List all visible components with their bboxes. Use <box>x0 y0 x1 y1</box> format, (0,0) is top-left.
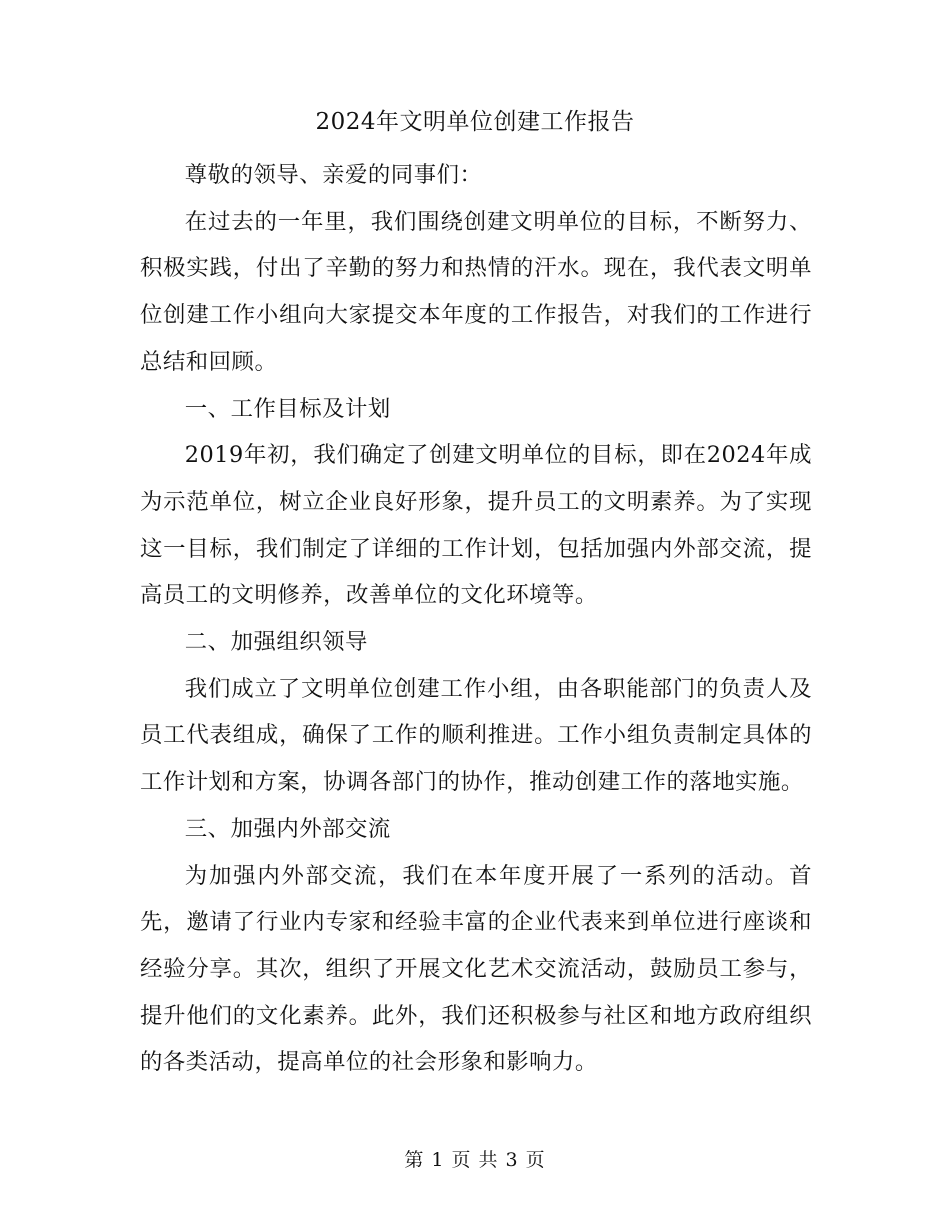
salutation: 尊敬的领导、亲爱的同事们： <box>184 162 483 188</box>
document-body <box>140 152 812 1086</box>
section-paragraph-3: 为加强内外部交流，我们在本年度开展了一系列的活动。首先，邀请了行业内专家和经验丰富的企业代表来到单位进行座谈和经验分享。其次，组织了开展文化艺术交流活动，鼓励员工参与，提升他们的文化素养。此外，我们还积极参与社区和地方政府组织的各类活动，提高单位的社会形象和影响力。 <box>140 862 812 1076</box>
section-heading-2: 二、加强组织领导 <box>184 629 368 656</box>
section-paragraph-2: 我们成立了文明单位创建工作小组，由各职能部门的负责人及员工代表组成，确保了工作的顺利推进。工作小组负责制定具体的工作计划和方案，协调各部门的协作，推动创建工作的落地实施。 <box>140 675 812 796</box>
section-heading-3: 三、加强内外部交流 <box>184 815 391 842</box>
section-paragraph-1: 2019年初，我们确定了创建文明单位的目标，即在2024年成为示范单位，树立企业良好形象，提升员工的文明素养。为了实现这一目标，我们制定了详细的工作计划，包括加强内外部交流，提高员工的文明修养，改善单位的文化环境等。 <box>140 442 812 609</box>
page-footer: 第 1 页 共 3 页 <box>404 1149 546 1171</box>
section-heading-1: 一、工作目标及计划 <box>184 395 391 422</box>
intro-paragraph: 在过去的一年里，我们围绕创建文明单位的目标，不断努力、积极实践，付出了辛勤的努力和热情的汗水。现在，我代表文明单位创建工作小组向大家提交本年度的工作报告，对我们的工作进行总结和回顾。 <box>140 208 812 375</box>
document-title: 2024年文明单位创建工作报告 <box>315 109 635 135</box>
